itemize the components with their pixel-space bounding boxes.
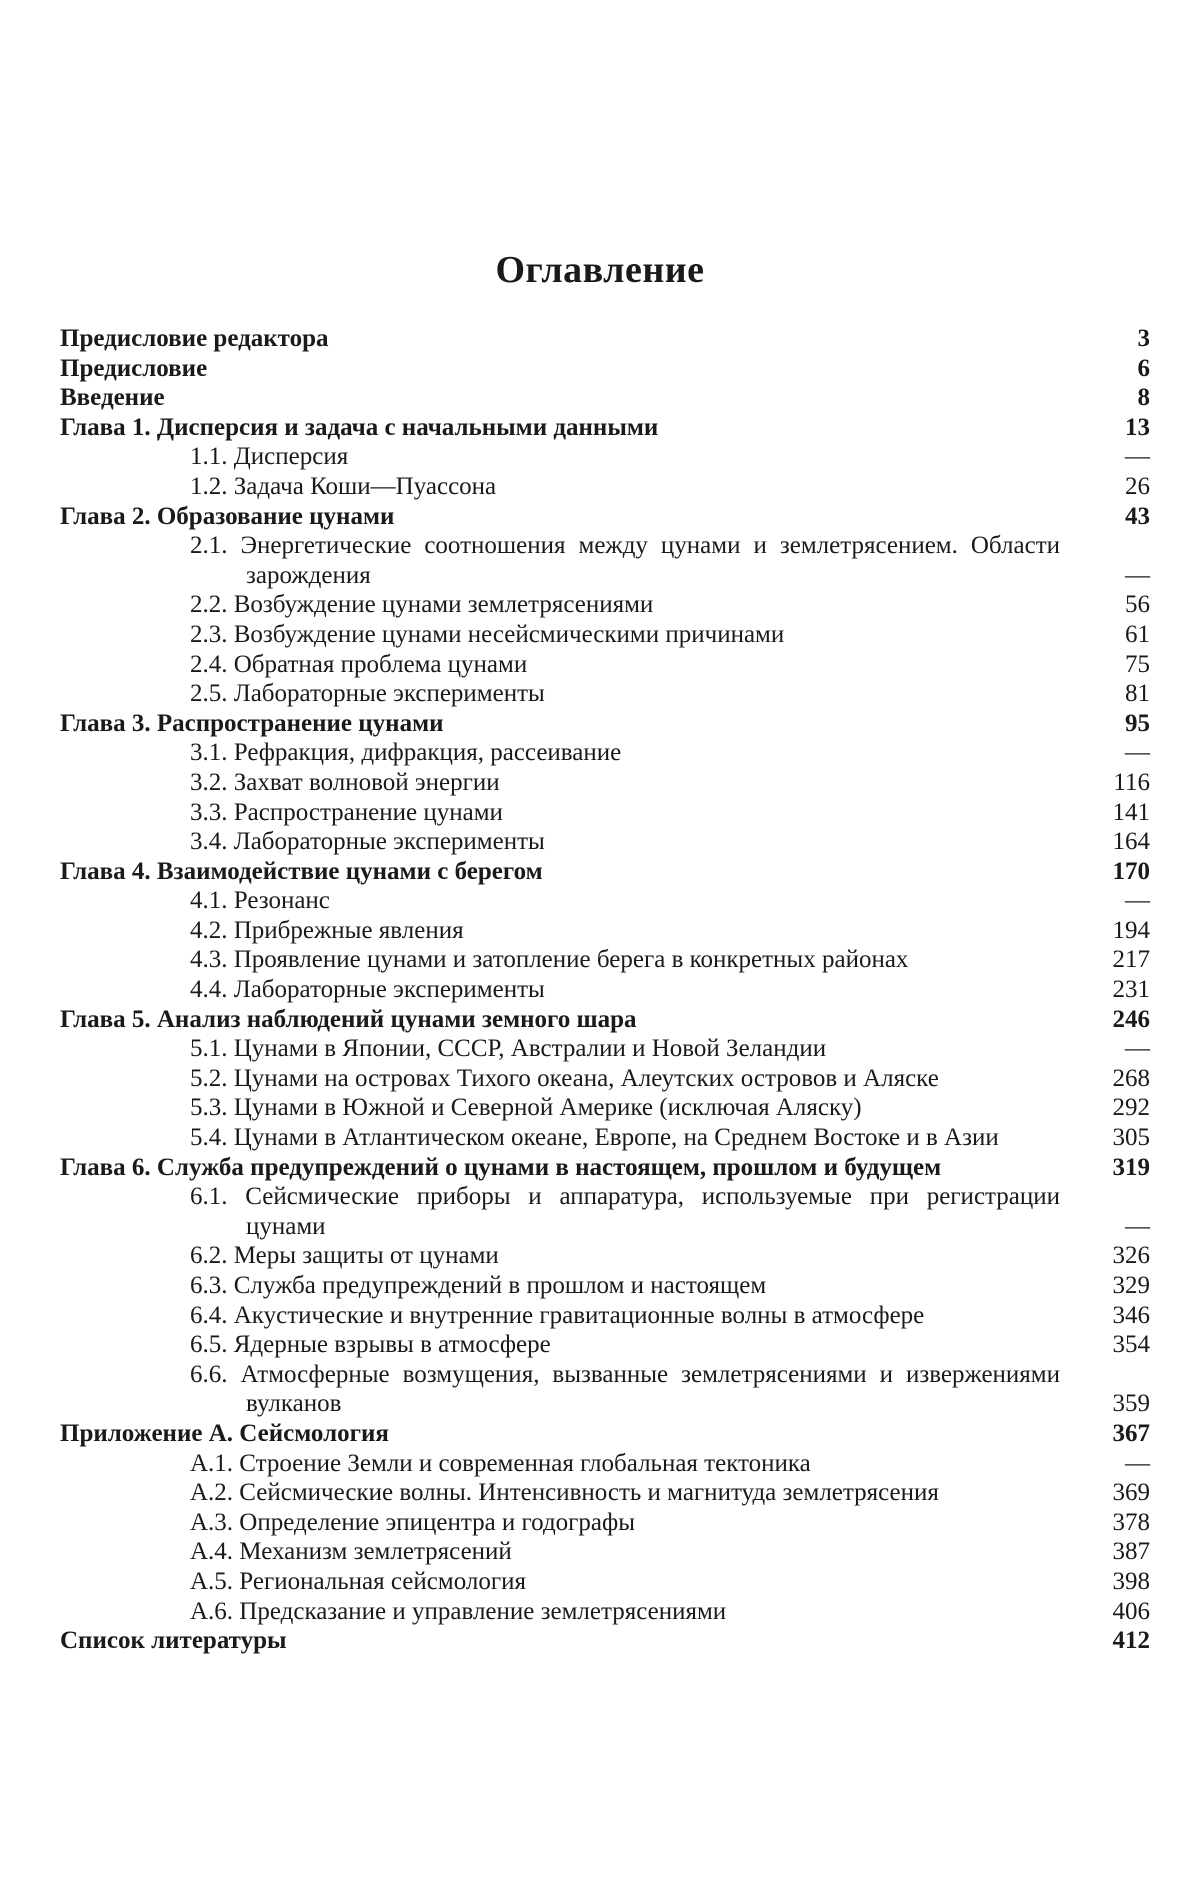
toc-entry-title: 4.2. Прибрежные явления xyxy=(190,916,464,944)
toc-entry-page: 217 xyxy=(1112,946,1150,974)
toc-entry-title: 2.2. Возбуждение цунами землетрясениями xyxy=(190,591,654,619)
toc-entry-page: 354 xyxy=(1112,1331,1150,1359)
toc-entry-page: 367 xyxy=(1112,1419,1150,1447)
toc-entry-page: 329 xyxy=(1112,1272,1150,1299)
toc-entry-title: 5.1. Цунами в Японии, СССР, Австралии и Новой Зеландии xyxy=(190,1035,827,1063)
page-title: Оглавление xyxy=(495,249,705,291)
toc-entry-page: — xyxy=(1125,1035,1150,1063)
toc-section-entry xyxy=(60,827,1150,857)
toc-entry-page: 268 xyxy=(1112,1064,1150,1092)
toc-entry-page: 387 xyxy=(1112,1538,1150,1566)
toc-chapter-entry xyxy=(60,383,1150,413)
toc-section-entry xyxy=(60,620,1150,650)
toc-section-entry xyxy=(60,1271,1150,1301)
toc-section-entry xyxy=(60,738,1150,768)
toc-section-entry xyxy=(60,975,1150,1005)
toc-entry-title: 4.1. Резонанс xyxy=(190,887,330,915)
toc-section-entry xyxy=(60,1182,1150,1241)
toc-entry-page: 369 xyxy=(1112,1479,1150,1507)
toc-entry-title: 6.4. Акустические и внутренние гравитационные волны в атмосфере xyxy=(190,1301,925,1329)
toc-section-entry xyxy=(60,1449,1150,1479)
toc-entry-page: 326 xyxy=(1112,1242,1150,1270)
toc-entry-page: 170 xyxy=(1112,857,1150,885)
toc-entry-page: 319 xyxy=(1112,1153,1150,1181)
toc-entry-title: 5.4. Цунами в Атлантическом океане, Европе, на Среднем Востоке и в Азии xyxy=(190,1124,999,1152)
toc-entry-title: 2.3. Возбуждение цунами несейсмическими причинами xyxy=(190,620,785,648)
toc-chapter-entry xyxy=(60,857,1150,887)
toc-entry-title: Глава 6. Служба предупреждений о цунами в настоящем, прошлом и будущем xyxy=(60,1153,942,1181)
toc-entry-title: Список литературы xyxy=(60,1627,287,1655)
toc-chapter-entry xyxy=(60,502,1150,532)
toc-entry-page: 75 xyxy=(1125,650,1150,678)
toc-entry-title: 5.2. Цунами на островах Тихого океана, Алеутских островов и Аляске xyxy=(190,1064,939,1092)
toc-entry-title: Глава 4. Взаимодействие цунами с берегом xyxy=(60,857,543,885)
toc-section-entry xyxy=(60,1360,1150,1419)
toc-section-entry xyxy=(60,1064,1150,1094)
toc-entry-page: 13 xyxy=(1125,413,1150,441)
toc-chapter-entry xyxy=(60,324,1150,354)
toc-section-entry xyxy=(60,1123,1150,1153)
toc-entry-page: — xyxy=(1125,561,1150,589)
toc-section-entry xyxy=(60,1597,1150,1627)
toc-section-entry xyxy=(60,1478,1150,1508)
toc-entry-title: 2.5. Лабораторные эксперименты xyxy=(190,680,545,708)
toc-chapter-entry xyxy=(60,1419,1150,1449)
toc-chapter-entry xyxy=(60,1005,1150,1035)
toc-entry-title: 6.3. Служба предупреждений в прошлом и настоящем xyxy=(190,1272,767,1299)
toc-section-entry xyxy=(60,472,1150,502)
toc-section-entry xyxy=(60,798,1150,828)
toc-entry-page: 43 xyxy=(1125,502,1150,530)
toc-section-entry xyxy=(60,650,1150,680)
toc-section-entry xyxy=(60,1537,1150,1567)
toc-entry-page: 8 xyxy=(1137,384,1150,412)
toc-entry-page: 6 xyxy=(1137,354,1150,382)
toc-entry-title: 1.2. Задача Коши—Пуассона xyxy=(190,472,497,500)
toc-entry-title: А.3. Определение эпицентра и годографы xyxy=(190,1508,636,1536)
toc-entry-page: — xyxy=(1125,887,1150,915)
table-of-contents xyxy=(60,324,1150,1656)
toc-entry-title: А.4. Механизм землетрясений xyxy=(190,1538,512,1566)
toc-section-entry xyxy=(60,945,1150,975)
toc-section-entry xyxy=(60,886,1150,916)
toc-section-entry xyxy=(60,1567,1150,1597)
toc-entry-title: Предисловие редактора xyxy=(60,325,329,352)
toc-entry-title: Предисловие xyxy=(60,354,208,382)
toc-entry-title: Глава 5. Анализ наблюдений цунами земного шара xyxy=(60,1005,637,1033)
toc-entry-page: 194 xyxy=(1112,916,1150,944)
toc-entry-page: 346 xyxy=(1112,1301,1150,1329)
toc-entry-title: 4.3. Проявление цунами и затопление берега в конкретных районах xyxy=(190,946,909,974)
toc-entry-title: 3.4. Лабораторные эксперименты xyxy=(190,828,545,856)
toc-entry-page: 81 xyxy=(1125,680,1150,708)
toc-section-entry xyxy=(60,916,1150,946)
toc-entry-title: 1.1. Дисперсия xyxy=(190,443,349,471)
toc-entry-page: — xyxy=(1125,739,1150,767)
toc-entry-title: 6.1. Сейсмические приборы и аппаратура, используемые при регистрации цунами xyxy=(190,1183,1060,1240)
toc-entry-title: Приложение А. Сейсмология xyxy=(60,1419,389,1447)
toc-entry-title: 6.5. Ядерные взрывы в атмосфере xyxy=(190,1331,551,1359)
toc-entry-title: А.1. Строение Земли и современная глобальная тектоника xyxy=(190,1449,811,1477)
toc-section-entry xyxy=(60,1330,1150,1360)
toc-entry-page: 378 xyxy=(1112,1508,1150,1536)
toc-entry-page: 26 xyxy=(1125,472,1150,500)
toc-entry-page: 412 xyxy=(1112,1627,1150,1655)
toc-entry-title: 2.1. Энергетические соотношения между цунами и землетрясением. Области зарождения xyxy=(190,532,1060,589)
toc-entry-title: А.2. Сейсмические волны. Интенсивность и магнитуда землетрясения xyxy=(190,1479,939,1507)
toc-entry-page: — xyxy=(1125,1212,1150,1240)
toc-section-entry xyxy=(60,1241,1150,1271)
toc-entry-title: А.5. Региональная сейсмология xyxy=(190,1567,526,1595)
toc-entry-title: 3.1. Рефракция, дифракция, рассеивание xyxy=(190,739,622,767)
toc-entry-page: 246 xyxy=(1112,1005,1150,1033)
toc-chapter-entry xyxy=(60,1153,1150,1183)
toc-section-entry xyxy=(60,1034,1150,1064)
toc-section-entry xyxy=(60,442,1150,472)
toc-chapter-entry xyxy=(60,709,1150,739)
toc-entry-title: 3.2. Захват волновой энергии xyxy=(190,768,500,796)
toc-section-entry xyxy=(60,768,1150,798)
toc-entry-title: 3.3. Распространение цунами xyxy=(190,798,503,826)
toc-entry-page: 116 xyxy=(1113,768,1150,796)
toc-entry-page: 141 xyxy=(1112,798,1150,826)
toc-entry-page: 398 xyxy=(1112,1567,1150,1595)
toc-entry-title: 2.4. Обратная проблема цунами xyxy=(190,650,528,678)
toc-entry-page: 3 xyxy=(1137,325,1150,352)
toc-section-entry xyxy=(60,1508,1150,1538)
toc-entry-page: 359 xyxy=(1112,1390,1150,1418)
toc-section-entry xyxy=(60,1301,1150,1331)
toc-entry-title: 4.4. Лабораторные эксперименты xyxy=(190,976,545,1004)
toc-entry-page: 292 xyxy=(1112,1094,1150,1122)
toc-section-entry xyxy=(60,531,1150,590)
toc-entry-page: — xyxy=(1125,443,1150,471)
toc-entry-title: Глава 1. Дисперсия и задача с начальными данными xyxy=(60,413,659,441)
toc-entry-page: 56 xyxy=(1125,591,1150,619)
toc-entry-title: Глава 3. Распространение цунами xyxy=(60,709,444,737)
toc-entry-page: 406 xyxy=(1112,1597,1150,1625)
toc-entry-title: А.6. Предсказание и управление землетрясениями xyxy=(190,1597,727,1625)
toc-section-entry xyxy=(60,679,1150,709)
toc-entry-page: 305 xyxy=(1112,1124,1150,1152)
toc-entry-page: 164 xyxy=(1112,828,1150,856)
toc-entry-page: 95 xyxy=(1125,709,1150,737)
toc-section-entry xyxy=(60,590,1150,620)
toc-entry-page: 61 xyxy=(1125,620,1150,648)
toc-chapter-entry xyxy=(60,354,1150,384)
toc-entry-title: Глава 2. Образование цунами xyxy=(60,502,395,530)
toc-chapter-entry xyxy=(60,1626,1150,1656)
toc-chapter-entry xyxy=(60,413,1150,443)
toc-entry-title: 5.3. Цунами в Южной и Северной Америке (исключая Аляску) xyxy=(190,1094,862,1122)
toc-entry-title: 6.2. Меры защиты от цунами xyxy=(190,1242,499,1270)
toc-entry-page: 231 xyxy=(1112,976,1150,1004)
toc-entry-title: 6.6. Атмосферные возмущения, вызванные землетрясениями и извержениями вулканов xyxy=(190,1360,1060,1418)
toc-entry-page: — xyxy=(1125,1449,1150,1477)
toc-entry-title: Введение xyxy=(60,384,165,412)
toc-section-entry xyxy=(60,1093,1150,1123)
